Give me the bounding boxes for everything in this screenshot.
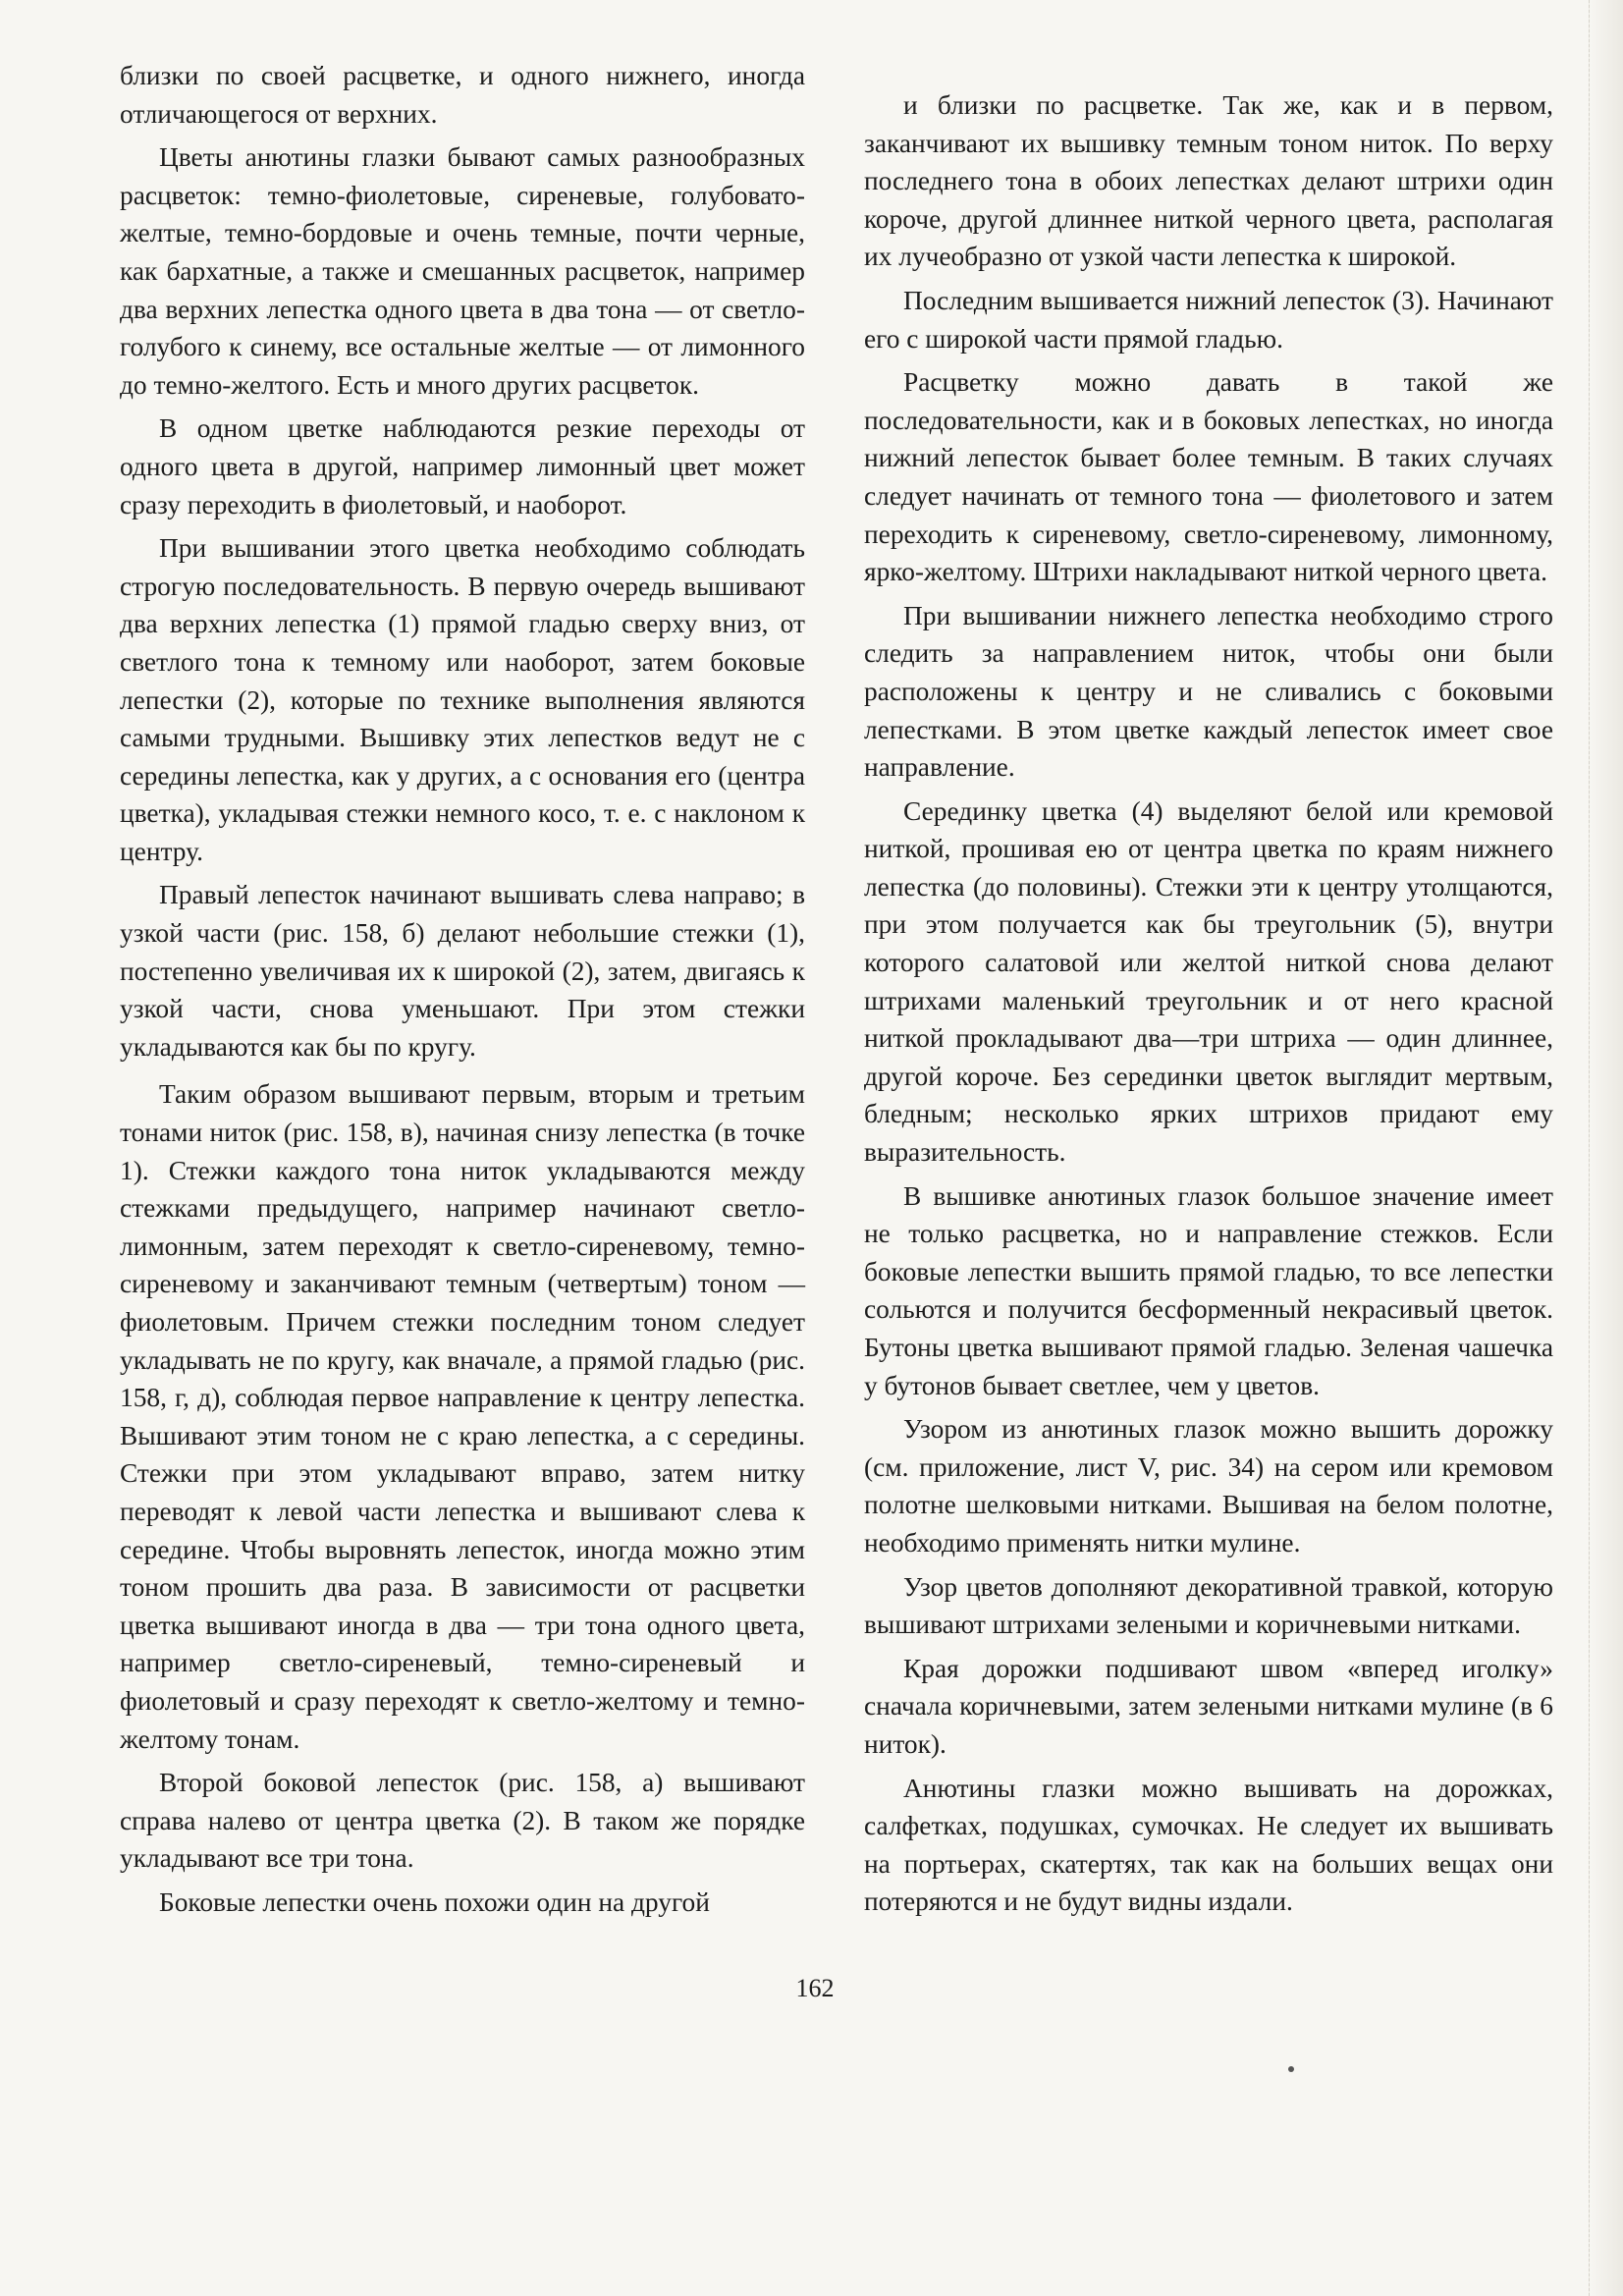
paragraph: Узором из анютиных глазок можно вышить дорожку (см. приложение, лист V, рис. 34) на сером или кремовом полотне шелковыми нитками. Вышивая на белом полотне, необходимо применять нитки мулине. <box>864 1414 1553 1558</box>
paragraph: В одном цветке наблюдаются резкие переходы от одного цвета в другой, например лимонный цвет может сразу переходить в фиолетовый, и наоборот. <box>120 413 805 519</box>
paragraph: Расцветку можно давать в такой же последовательности, как и в боковых лепестках, но иногда нижний лепесток бывает более темным. В таких случаях следует начинать от темного тона — фиолетового и затем переходить к сиреневому, светло-сиреневому, лимонному, ярко-желтому. Штрихи накладывают ниткой черного цвета. <box>864 367 1553 587</box>
paragraph: Края дорожки подшивают швом «вперед иголку» сначала коричневыми, затем зелеными нитками мулине (в 6 ниток). <box>864 1653 1553 1759</box>
page-number: 162 <box>795 1974 835 2002</box>
paragraph: Второй боковой лепесток (рис. 158, а) вышивают справа налево от центра цветка (2). В таком же порядке укладывают все три тона. <box>120 1768 805 1874</box>
paragraph: Анютины глазки можно вышивать на дорожках, салфетках, подушках, сумочках. Не следует их вышивать на портьерах, скатертях, так как на больших вещах они потеряются и не будут видны издали. <box>864 1773 1553 1917</box>
paragraph: Последним вышивается нижний лепесток (3). Начинают его с широкой части прямой гладью. <box>864 285 1553 354</box>
paragraph: Узор цветов дополняют декоративной травкой, которую вышивают штрихами зелеными и коричневыми нитками. <box>864 1571 1553 1640</box>
paragraph: В вышивке анютиных глазок большое значение имеет не только расцветка, но и направление стежков. Если боковые лепестки вышить прямой гладью, то все лепестки сольются и получится бесформенный некрасивый цветок. Бутоны цветка вышивают прямой гладью. Зеленая чашечка у бутонов бывает светлее, чем у цветов. <box>864 1180 1553 1400</box>
paragraph: Правый лепесток начинают вышивать слева направо; в узкой части (рис. 158, б) делают небольшие стежки (1), постепенно увеличивая их к широкой (2), затем, двигаясь к узкой части, снова уменьшают. При этом стежки укладываются как бы по кругу. <box>120 880 805 1062</box>
paragraph: Серединку цветка (4) выделяют белой или кремовой ниткой, прошивая ею от центра цветка по краям нижнего лепестка (до половины). Стежки эти к центру утолщаются, при этом получается как бы треугольник (5), внутри которого салатовой или желтой ниткой снова делают штрихами маленький треугольник и от него красной ниткой прокладывают два—три штриха — один длиннее, другой короче. Без серединки цветок выглядит мертвым, бледным; несколько ярких штрихов придают ему выразительность. <box>864 795 1553 1168</box>
page-edge <box>1589 0 1623 2296</box>
paragraph: и близки по расцветке. Так же, как и в первом, заканчивают их вышивку темным тоном ниток. По верху последнего тона в обоих лепестках делают штрихи один короче, другой длиннее ниткой черного цвета, располагая их лучеобразно от узкой части лепестка к широкой. <box>864 90 1553 272</box>
paragraph: Таким образом вышивают первым, вторым и третьим тонами ниток (рис. 158, в), начиная снизу лепестка (в точке 1). Стежки каждого тона ниток укладываются между стежками предыдущего, например начинают светло-лимонным, затем переходят к светло-сиреневому, темно-сиреневому и заканчивают темным (четвертым) тоном — фиолетовым. Причем стежки последним тоном следует укладывать не по кругу, как вначале, а прямой гладью (рис. 158, г, д), соблюдая первое направление к центру лепестка. Вышивают этим тоном не с краю лепестка, а с середины. Стежки при этом укладывают вправо, затем нитку переводят к левой части лепестка и вышивают слева к середине. Чтобы выровнять лепесток, иногда можно этим тоном прошить два раза. В зависимости от расцветки цветка вышивают иногда в два — три тона одного цвета, например светло-сиреневый, темно-сиреневый и фиолетовый и сразу переходят к светло-желтому и темно-желтому тонам. <box>120 1079 805 1754</box>
left-column <box>120 57 805 1928</box>
paragraph: близки по своей расцветке, и одного нижнего, иногда отличающегося от верхних. <box>120 61 805 129</box>
ink-dot <box>1288 2066 1294 2072</box>
paragraph: При вышивании нижнего лепестка необходимо строго следить за направлением ниток, чтобы они были расположены к центру и не сливались с боковыми лепестками. В этом цветке каждый лепесток имеет свое направление. <box>864 600 1553 783</box>
paragraph: При вышивании этого цветка необходимо соблюдать строгую последовательность. В первую очередь вышивают два верхних лепестка (1) прямой гладью сверху вниз, от светлого тона к темному или наоборот, затем боковые лепестки (2), которые по технике выполнения являются самыми трудными. Вышивку этих лепестков ведут не с середины лепестка, как у других, а с основания его (центра цветка), укладывая стежки немного косо, т. е. с наклоном к центру. <box>120 533 805 866</box>
paragraph: Боковые лепестки очень похожи один на другой <box>159 1886 710 1917</box>
paragraph: Цветы анютины глазки бывают самых разнообразных расцветок: темно-фиолетовые, сиреневые, голубовато-желтые, темно-бордовые и очень темные, почти черные, как бархатные, а также и смешанных расцветок, например два верхних лепестка одного цвета в два тона — от светло-голубого к синему, все остальные желтые — от лимонного до темно-желтого. Есть и много других расцветок. <box>120 142 805 400</box>
right-column <box>864 86 1553 1927</box>
